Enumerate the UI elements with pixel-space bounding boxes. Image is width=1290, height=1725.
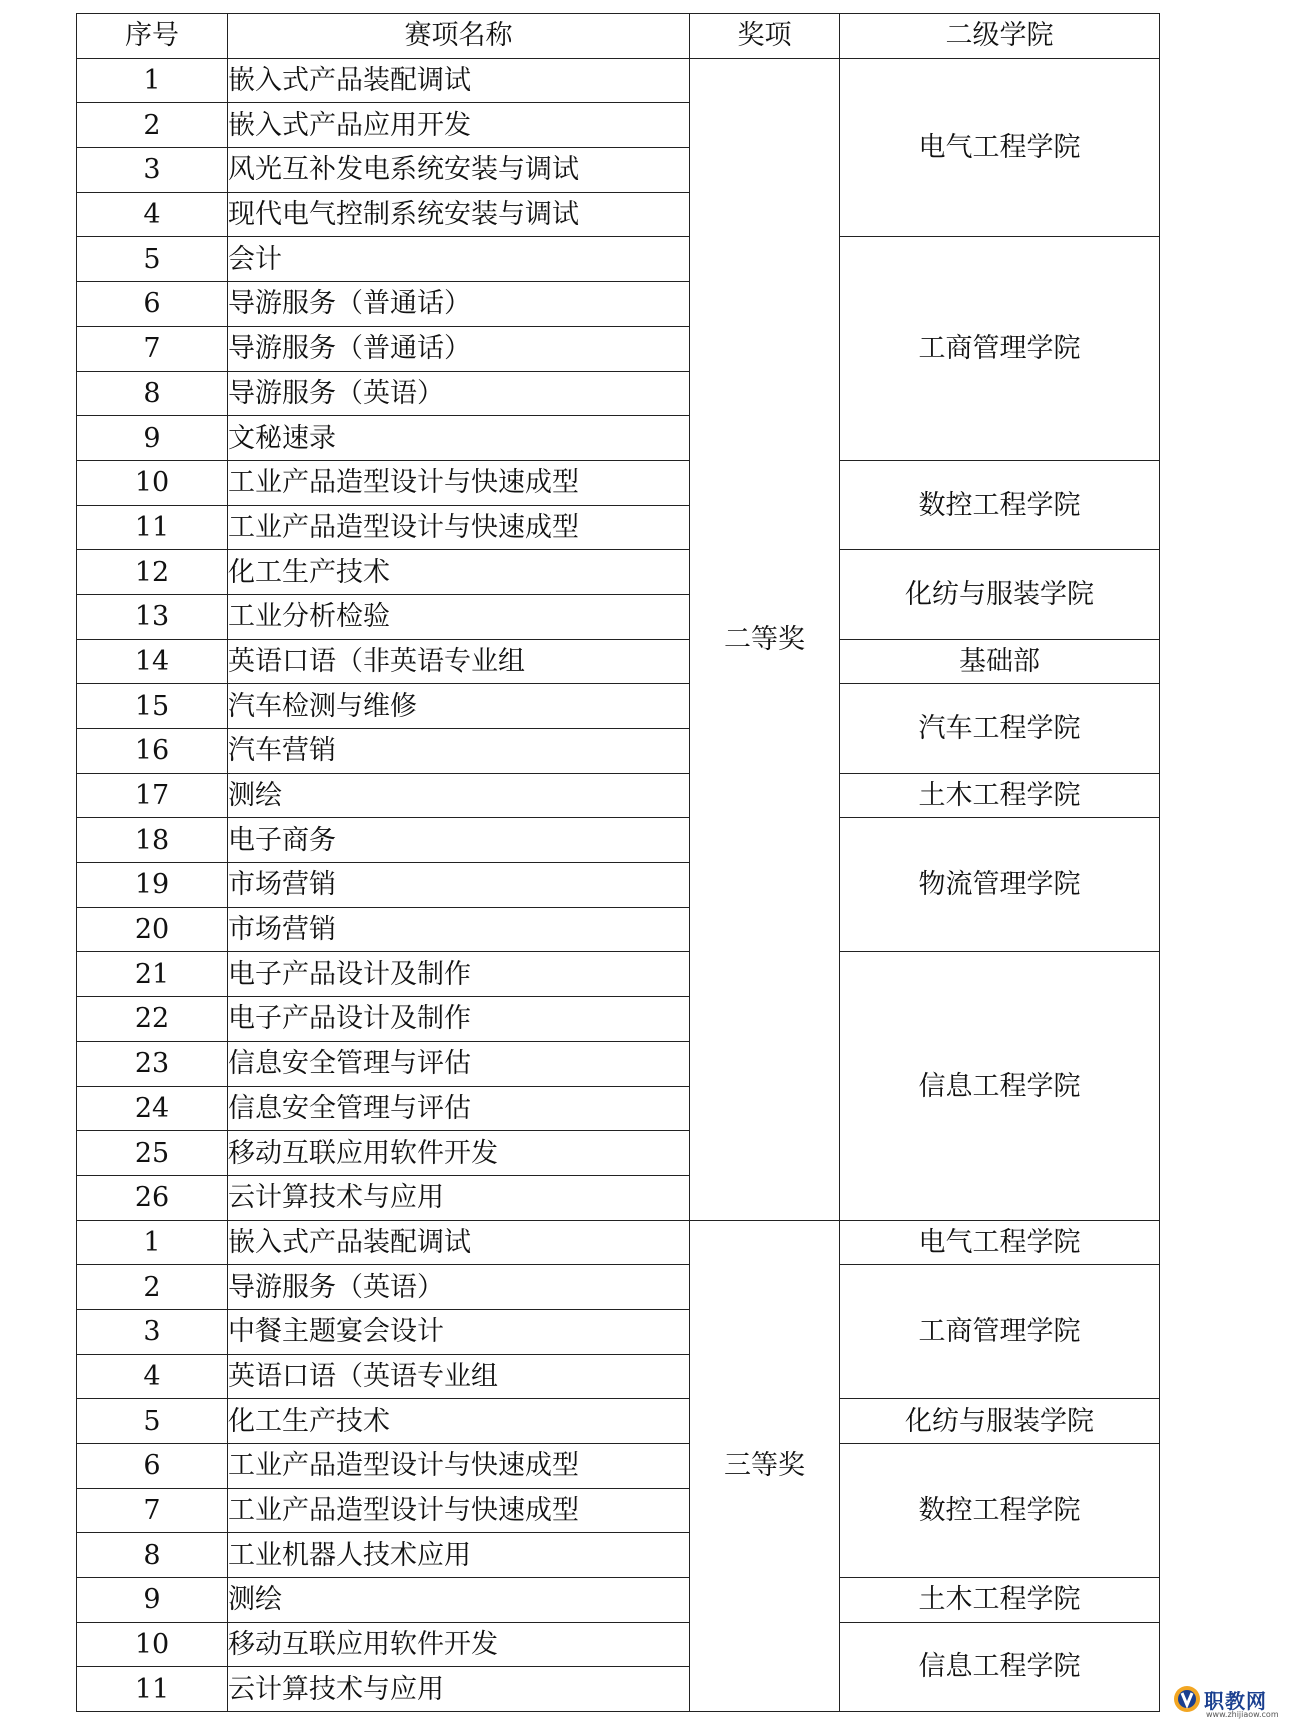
table-row xyxy=(77,1444,1160,1489)
college-name: 工商管理学院 xyxy=(840,237,1160,460)
college-name: 化纺与服装学院 xyxy=(840,1399,1160,1444)
header-row xyxy=(77,14,1160,59)
row-number: 20 xyxy=(77,907,228,952)
row-number: 15 xyxy=(77,684,228,729)
college-name: 物流管理学院 xyxy=(840,818,1160,952)
zhijiao-logo-icon xyxy=(1172,1684,1202,1714)
header-award: 奖项 xyxy=(690,14,840,59)
award-level: 三等奖 xyxy=(690,1220,840,1712)
table-row xyxy=(77,1265,1160,1310)
college-name: 汽车工程学院 xyxy=(840,684,1160,773)
college-name: 数控工程学院 xyxy=(840,460,1160,549)
row-number: 8 xyxy=(77,1533,228,1578)
college-name: 土木工程学院 xyxy=(840,773,1160,818)
competition-name: 嵌入式产品装配调试 xyxy=(228,58,690,103)
row-number: 24 xyxy=(77,1086,228,1131)
competition-name: 信息安全管理与评估 xyxy=(228,1041,690,1086)
row-number: 14 xyxy=(77,639,228,684)
table-row xyxy=(77,1220,1160,1265)
competition-name: 电子商务 xyxy=(228,818,690,863)
row-number: 9 xyxy=(77,416,228,461)
table-row xyxy=(77,773,1160,818)
competition-name: 云计算技术与应用 xyxy=(228,1667,690,1712)
row-number: 22 xyxy=(77,997,228,1042)
competition-name: 英语口语（非英语专业组 xyxy=(228,639,690,684)
row-number: 6 xyxy=(77,1444,228,1489)
row-number: 2 xyxy=(77,1265,228,1310)
row-number: 7 xyxy=(77,326,228,371)
competition-name: 电子产品设计及制作 xyxy=(228,997,690,1042)
watermark-text: 职教网 xyxy=(1204,1689,1267,1713)
row-number: 3 xyxy=(77,1309,228,1354)
row-number: 9 xyxy=(77,1578,228,1623)
college-name: 工商管理学院 xyxy=(840,1265,1160,1399)
table-body xyxy=(77,58,1160,1711)
college-name: 电气工程学院 xyxy=(840,1220,1160,1265)
college-name: 数控工程学院 xyxy=(840,1444,1160,1578)
competition-name: 移动互联应用软件开发 xyxy=(228,1131,690,1176)
competition-name: 文秘速录 xyxy=(228,416,690,461)
award-level: 二等奖 xyxy=(690,58,840,1220)
competition-name: 信息安全管理与评估 xyxy=(228,1086,690,1131)
competition-name: 嵌入式产品装配调试 xyxy=(228,1220,690,1265)
table-row xyxy=(77,1578,1160,1623)
competition-name: 测绘 xyxy=(228,1578,690,1623)
table-row xyxy=(77,684,1160,729)
row-number: 7 xyxy=(77,1488,228,1533)
competition-name: 工业产品造型设计与快速成型 xyxy=(228,505,690,550)
row-number: 18 xyxy=(77,818,228,863)
table-row xyxy=(77,1399,1160,1444)
competition-name: 电子产品设计及制作 xyxy=(228,952,690,997)
awards-table xyxy=(76,13,1160,1712)
row-number: 17 xyxy=(77,773,228,818)
table-row xyxy=(77,639,1160,684)
row-number: 21 xyxy=(77,952,228,997)
row-number: 11 xyxy=(77,505,228,550)
row-number: 10 xyxy=(77,1622,228,1667)
competition-name: 风光互补发电系统安装与调试 xyxy=(228,148,690,193)
row-number: 25 xyxy=(77,1131,228,1176)
competition-name: 工业产品造型设计与快速成型 xyxy=(228,1444,690,1489)
college-name: 土木工程学院 xyxy=(840,1578,1160,1623)
competition-name: 汽车营销 xyxy=(228,729,690,774)
row-number: 1 xyxy=(77,1220,228,1265)
table-row xyxy=(77,58,1160,103)
competition-name: 英语口语（英语专业组 xyxy=(228,1354,690,1399)
row-number: 23 xyxy=(77,1041,228,1086)
competition-name: 工业机器人技术应用 xyxy=(228,1533,690,1578)
competition-name: 化工生产技术 xyxy=(228,550,690,595)
row-number: 11 xyxy=(77,1667,228,1712)
competition-name: 工业分析检验 xyxy=(228,594,690,639)
competition-name: 导游服务（普通话） xyxy=(228,326,690,371)
competition-name: 移动互联应用软件开发 xyxy=(228,1622,690,1667)
competition-name: 汽车检测与维修 xyxy=(228,684,690,729)
competition-name: 化工生产技术 xyxy=(228,1399,690,1444)
competition-name: 导游服务（英语） xyxy=(228,371,690,416)
row-number: 4 xyxy=(77,1354,228,1399)
table-row xyxy=(77,550,1160,595)
header-no: 序号 xyxy=(77,14,228,59)
competition-name: 云计算技术与应用 xyxy=(228,1175,690,1220)
site-watermark xyxy=(1172,1684,1284,1722)
competition-name: 工业产品造型设计与快速成型 xyxy=(228,1488,690,1533)
table-row xyxy=(77,952,1160,997)
table-row xyxy=(77,460,1160,505)
competition-name: 工业产品造型设计与快速成型 xyxy=(228,460,690,505)
college-name: 信息工程学院 xyxy=(840,1622,1160,1711)
college-name: 信息工程学院 xyxy=(840,952,1160,1220)
college-name: 化纺与服装学院 xyxy=(840,550,1160,639)
competition-name: 导游服务（英语） xyxy=(228,1265,690,1310)
table-row xyxy=(77,237,1160,282)
table-header xyxy=(77,14,1160,59)
header-name: 赛项名称 xyxy=(228,14,690,59)
row-number: 12 xyxy=(77,550,228,595)
row-number: 3 xyxy=(77,148,228,193)
row-number: 6 xyxy=(77,282,228,327)
row-number: 4 xyxy=(77,192,228,237)
row-number: 10 xyxy=(77,460,228,505)
row-number: 2 xyxy=(77,103,228,148)
row-number: 1 xyxy=(77,58,228,103)
row-number: 8 xyxy=(77,371,228,416)
row-number: 16 xyxy=(77,729,228,774)
competition-name: 导游服务（普通话） xyxy=(228,282,690,327)
competition-name: 中餐主题宴会设计 xyxy=(228,1309,690,1354)
table-row xyxy=(77,818,1160,863)
row-number: 5 xyxy=(77,1399,228,1444)
row-number: 26 xyxy=(77,1175,228,1220)
competition-name: 嵌入式产品应用开发 xyxy=(228,103,690,148)
watermark-url: www.zhijiaow.com xyxy=(1206,1710,1279,1719)
competition-name: 市场营销 xyxy=(228,907,690,952)
row-number: 19 xyxy=(77,863,228,908)
competition-name: 会计 xyxy=(228,237,690,282)
row-number: 5 xyxy=(77,237,228,282)
header-college: 二级学院 xyxy=(840,14,1160,59)
college-name: 基础部 xyxy=(840,639,1160,684)
competition-name: 测绘 xyxy=(228,773,690,818)
competition-name: 现代电气控制系统安装与调试 xyxy=(228,192,690,237)
row-number: 13 xyxy=(77,594,228,639)
competition-name: 市场营销 xyxy=(228,863,690,908)
college-name: 电气工程学院 xyxy=(840,58,1160,237)
table-row xyxy=(77,1622,1160,1667)
